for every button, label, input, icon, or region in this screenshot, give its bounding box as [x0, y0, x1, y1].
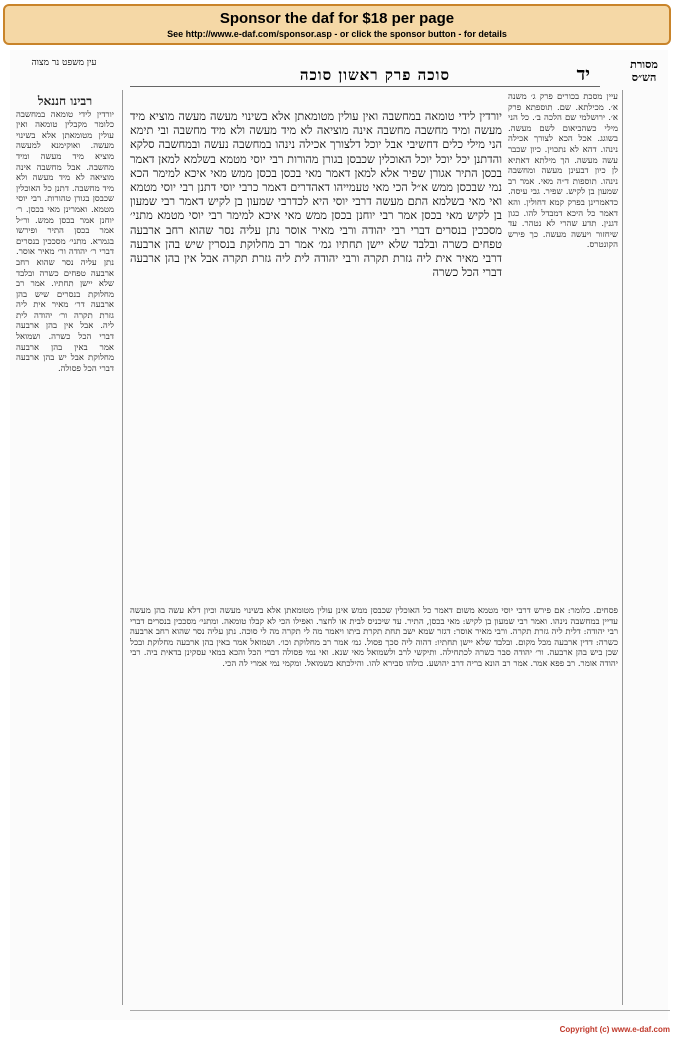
ein-mishpat-label: עין משפט נר מצוה [31, 58, 97, 68]
column-text: יורדין לידי טומאה במחשבה כלומר מקבלין טומאה ואין עולין מטומאתן אלא בשינוי מעשה. ואוקימנא למעשה מוציא מיד מעשה ומיד מחשבה. אבל מחשבה אינה מוציאה לא מיד מעשה ולא מיד מחשבה. דתנן כל האוכלין שכבסן בגורן טהורות. רבי יוסי מטמא. ואמרינן מאי בכסן. ר׳ יוחנן אמר בכסן ממש. ור״ל אמר בכסן התיר ופירשו בגמרא. מתני׳ מסככין בנסרים דברי ר׳ יהודה ור׳ מאיר אוסר. נתן עליה נסר שהוא רחב ארבעה טפחים כשרה ובלבד שלא יישן תחתיו. אמר רב מחלוקת בנסרים שיש בהן ארבעה דר׳ מאיר אית ליה גזרת תקרה ור׳ יהודה לית ליה. אבל אין בהן ארבעה דברי הכל כשרה. ושמואל אמר באין בהן ארבעה מחלוקת אבל יש בהן ארבעה דברי הכל פסולה. [16, 109, 114, 374]
sponsor-title[interactable]: Sponsor the daf for $18 per page [219, 10, 455, 27]
column-divider [122, 90, 123, 1005]
rabbeinu-chananel-column [16, 90, 114, 1000]
column-divider [622, 90, 623, 1005]
talmud-page [10, 50, 668, 1020]
tosafot-column: עיין מסכת בכורים פרק ג׳ משנה א׳. מכילתא. שם. תוספתא פרק א׳. ירושלמי שם הלכה ב׳. כל הני מילי כשהביאום לשם מעשה. בשוגג. אכל הכא לצורך אכילה נינהו. דהא לא נתכוין. כיון שכבר עשה מעשה. הך מילתא דאתיא לן כיון דבעינן מעשה ומחשבה נינהו. תוספות ד״ה מאי. אמר רב שמעון בן לקיש. שפיר. גבי עיסה. כדאמרינן בפרק קמא דחולין. והא דאמר כל היכא דמבדל להו. כגון דגנין. תדע שהרי לא נטהר. עד שיחזור ויעשה מעשה. כך פירש הקונטרס. [508, 92, 618, 251]
copyright[interactable]: Copyright (c) www.e-daf.com [559, 1025, 670, 1034]
page-header [130, 64, 600, 87]
page-number: יד [576, 64, 590, 85]
sponsor-banner[interactable] [3, 4, 671, 45]
column-heading: רבינו חננאל [37, 94, 93, 108]
masoret-label: מסורת הש״ס [630, 58, 658, 84]
sponsor-subtitle[interactable]: See http://www.e-daf.com/sponsor.asp - or click the sponsor button - for details [167, 29, 507, 39]
footer-rule [130, 1010, 670, 1019]
page-title: סוכה פרק ראשון סוכה [299, 66, 450, 84]
rashi-commentary: פסחים. כלומר: אם פירש דרבי יוסי מטמא משום דאמר כל האוכלין שכבסן ממש אינן עולין מטומאתן אלא בשינוי מעשה וכיון דלא עשה בהן מעשה עדיין במחשבה נינהו. ואמר רבי שמעון בן לקיש: מאי בכסן, התיר. עד שיכניס לבית או לחצר. ואפילו הכי לא קבלו טומאה. ומתני׳ מסככין בנסרים דברי רבי יהודה: דלית ליה גזרת תקרה. ורבי מאיר אוסר: דגזר שמא ישב תחת תקרת ביתו ויאמר מה לי תקרה מה לי סוכה. נתן עליה נסר שהוא רחב ארבעה כשרה: דדין ארבעה מכל מקום. ובלבד שלא יישן תחתיו: דהוה ליה סכך פסול. גמ׳ אמר רב מחלוקת וכו׳. ושמואל אמר באין בהן ארבעה מחלוקת ובכל שכן ביש בהן ארבעה. ור׳ יהודה סבר כשרה לכתחילה. ותיקשי לרב ולשמואל מאי שנא. ואי נמי פסולה דברי הכל והכא במאי עסקינן בדאית ביה. רבי יהודה אומר. רב פפא אמר. אמר רב הונא בריה דרב יהושע. כולהו סבירא להו. והילכתא כשמואל. ומקמי נמי אמרי לה הכי. [130, 606, 618, 669]
gemara-text: יורדין לידי טומאה במחשבה ואין עולין מטומאתן אלא בשינוי מעשה מעשה מוציא מיד מעשה ומיד מחשבה מחשבה אינה מוציאה לא מיד מעשה ולא מיד מחשבה ובי תימא הני מילי כלים דחשיבי אבל יוכל דלצורך אכילה נינהו במחשבה נעשה ובמחשבה סלקא והדתנן יכל יוכל יוכל האוכלין שכבסן בגורן מהורות רבי יוסי מטמא בשלמא למאן דאמר בכסן התיר אגורן שפיר אלא למאן דאמר מאי בכסן בכסן ממש מאי איכא למימר הכא נמי שבכסן ממש א״ל הכי מאי טעמייהו דאהדרים דאמר כרבי יוסי דתנן רבי יוסי מטמא ואי מאי בשלמא התם מעשה דרבי יוסי היא לכדרבי שמעון בן לקיש דאמר רבי שמעון בן לקיש מאי בכסן אמר רבי יוחנן בכסן ממש מאי איכא למימר רבי יוסי מטמא מתני׳ מסככין בנסרים דברי רבי יהודה ורבי מאיר אוסר נתן עליה נסר שהוא רחב ארבעה טפחים כשרה ובלבד שלא יישן תחתיו גמ׳ אמר רב מחלוקת בנסרין שיש בהן ארבעה דרבי מאיר אית ליה גזרת תקרה ורבי יהודה לית ליה גזרת תקרה אבל אין בהן ארבעה דברי הכל כשרה [130, 110, 502, 280]
